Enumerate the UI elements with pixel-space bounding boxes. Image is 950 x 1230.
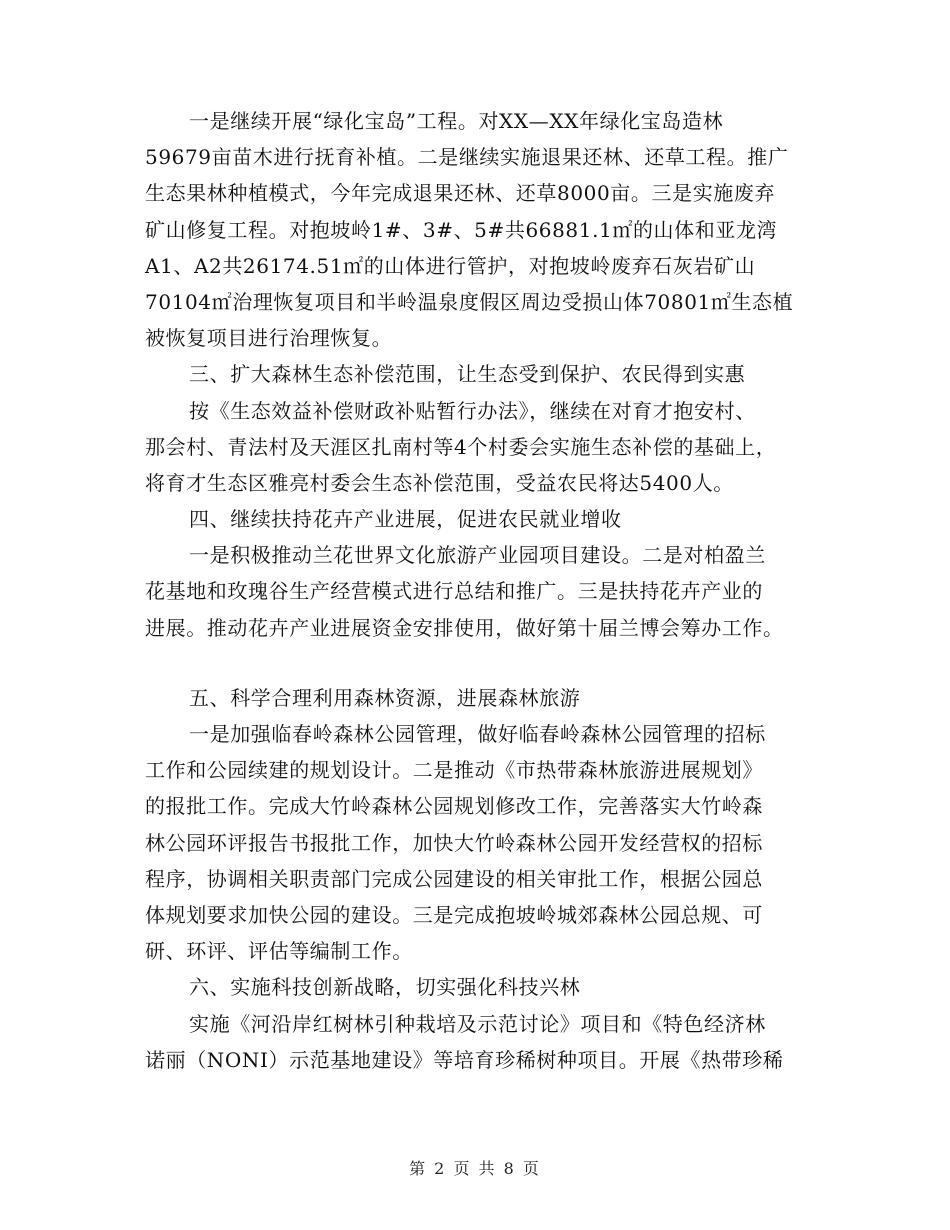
- paragraph: [145, 969, 805, 1005]
- paragraph: [145, 1006, 805, 1078]
- text-line: 被恢复项目进行治理恢复。: [145, 326, 393, 351]
- text-line: 按《生态效益补偿财政补贴暂行办法》，继续在对育才抱安村、: [189, 398, 756, 423]
- text-line: 三、扩大森林生态补偿范围，让生态受到保护、农民得到实惠: [189, 362, 746, 387]
- text-line: 一是加强临春岭森林公园管理，做好临春岭森林公园管理的招标: [189, 722, 766, 746]
- text-line: 程序，协调相关职责部门完成公园建设的相关审批工作，根据公园总: [145, 866, 763, 891]
- text-line: 进展。推动花卉产业进展资金安排使用，做好第十届兰博会筹办工作。: [145, 615, 784, 640]
- text-line: 70104㎡治理恢复项目和半岭温泉度假区周边受损山体70801㎡生态植: [145, 289, 794, 314]
- text-line: 四、继续扶持花卉产业进展，促进农民就业增收: [189, 507, 622, 532]
- text-line: 矿山修复工程。对抱坡岭1#、3#、5#共66881.1㎡的山体和亚龙湾: [145, 217, 778, 242]
- text-line: 五、科学合理利用森林资源，进展森林旅游: [189, 685, 581, 710]
- text-line: 花基地和玫瑰谷生产经营模式进行总结和推广。三是扶持花卉产业的: [145, 579, 763, 604]
- paragraph: [145, 393, 805, 502]
- paragraph: [145, 356, 805, 392]
- paragraph-spacer: [145, 646, 805, 680]
- text-line: 林公园环评报告书报批工作，加快大竹岭森林公园开发经营权的招标: [145, 830, 763, 855]
- text-line: 的报批工作。完成大竹岭森林公园规划修改工作，完善落实大竹岭森: [145, 794, 763, 819]
- page-footer: 第 2 页 共 8 页: [409, 1159, 541, 1178]
- text-line: 诺丽（NONI）示范基地建设》等培育珍稀树种项目。开展《热带珍稀: [145, 1047, 784, 1072]
- paragraph: [145, 716, 805, 969]
- text-line: 实施《河沿岸红树林引种栽培及示范讨论》项目和《特色经济林: [189, 1011, 766, 1036]
- paragraph: [145, 537, 805, 646]
- paragraph: [145, 501, 805, 537]
- text-line: 研、环评、评估等编制工作。: [145, 939, 413, 964]
- text-line: 六、实施科技创新战略，切实强化科技兴林: [189, 975, 581, 1000]
- text-line: 生态果林种植模式，今年完成退果还林、还草8000亩。三是实施废弃: [145, 181, 776, 206]
- paragraph: [145, 680, 805, 716]
- document-body: [145, 103, 805, 1078]
- text-line: A1、A2共26174.51㎡的山体进行管护，对抱坡岭废弃石灰岩矿山: [145, 253, 756, 278]
- text-line: 工作和公园续建的规划设计。二是推动《市热带森林旅游进展规划》: [145, 758, 763, 783]
- text-line: 一是积极推动兰花世界文化旅游产业园项目建设。二是对柏盈兰: [189, 543, 766, 568]
- text-line: 一是继续开展“绿化宝岛”工程。对XX—XX年绿化宝岛造林: [189, 109, 724, 133]
- paragraph: [145, 103, 805, 356]
- text-line: 那会村、青法村及天涯区扎南村等4个村委会实施生态补偿的基础上，: [145, 434, 777, 459]
- text-line: 将育才生态区雅亮村委会生态补偿范围，受益农民将达5400人。: [145, 470, 734, 495]
- text-line: 59679亩苗木进行抚育补植。二是继续实施退果还林、还草工程。推广: [145, 145, 789, 170]
- text-line: 体规划要求加快公园的建设。三是完成抱坡岭城郊森林公园总规、可: [145, 902, 763, 927]
